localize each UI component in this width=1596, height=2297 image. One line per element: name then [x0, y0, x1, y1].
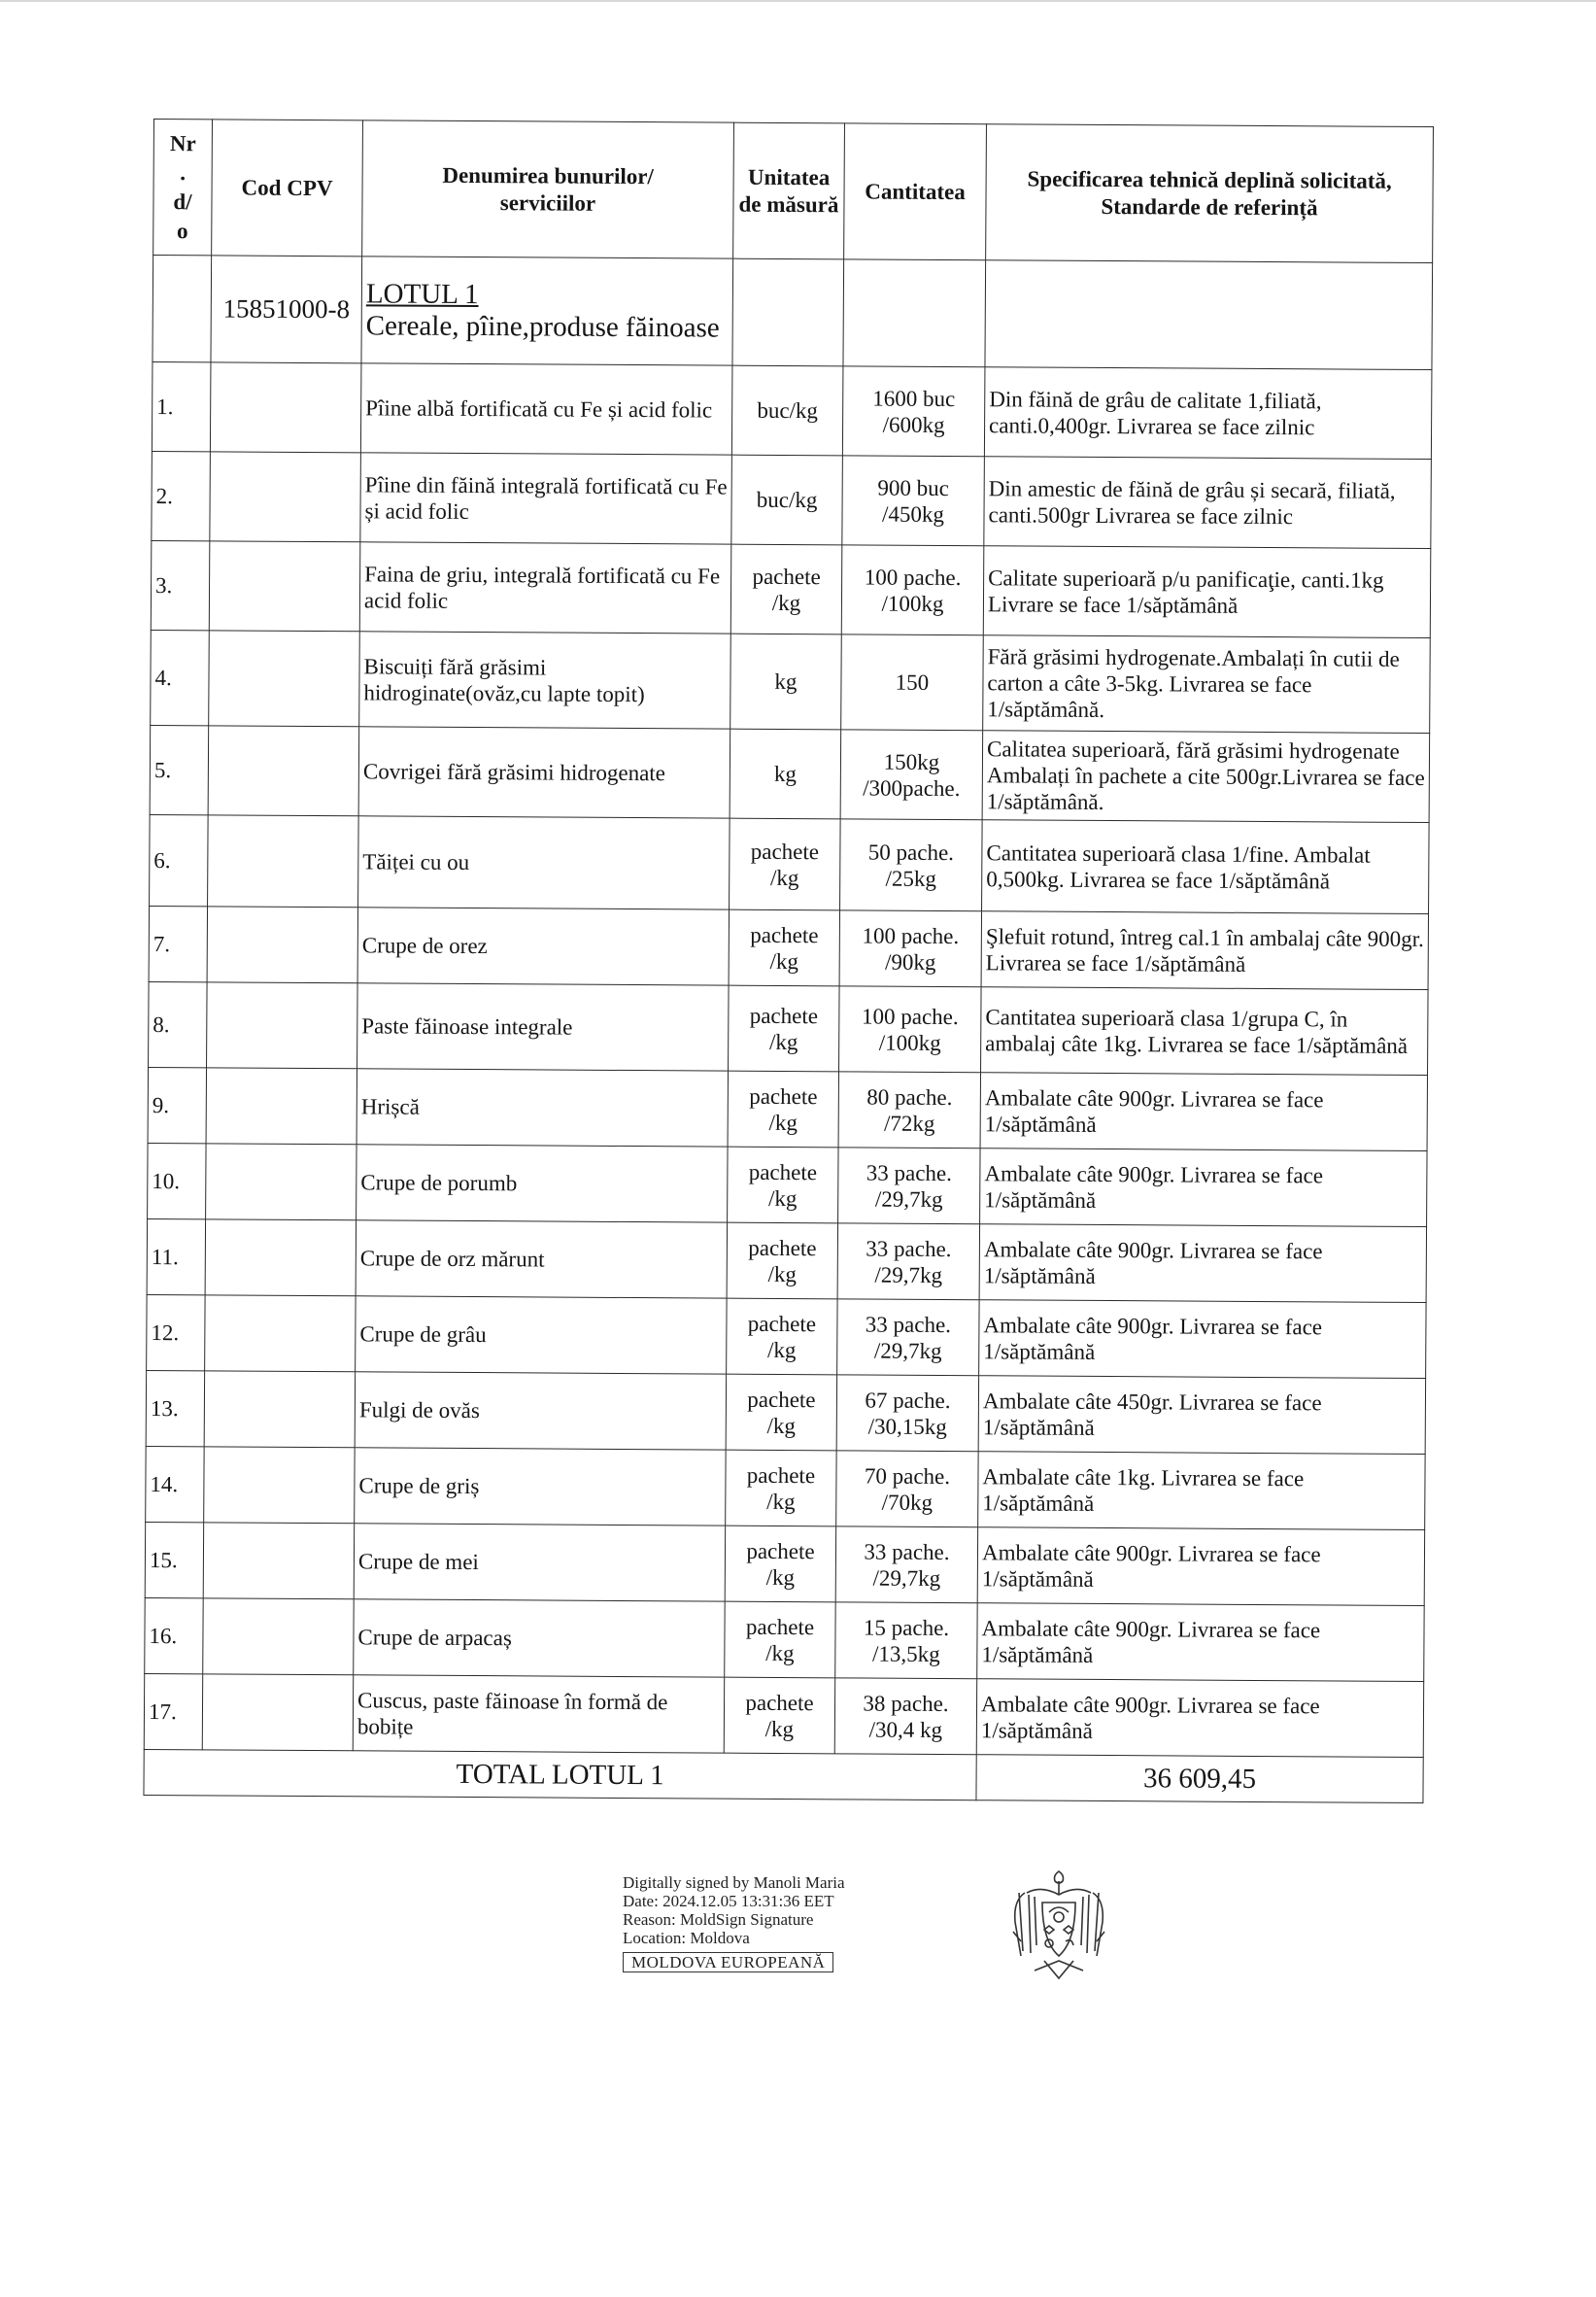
table-row: [148, 1067, 1427, 1150]
row-cpv: [203, 1523, 354, 1599]
row-nr: 11.: [147, 1218, 205, 1294]
row-nr: 4.: [151, 630, 210, 725]
row-cpv: [206, 1144, 357, 1220]
header-cpv: Cod CPV: [212, 120, 363, 257]
row-unit: pachete /kg: [727, 1298, 837, 1375]
row-spec: Cantitatea superioară clasa 1/fine. Ambalat 0,500kg. Livrarea se face 1/săptămână: [982, 820, 1430, 914]
table-row: [151, 540, 1431, 637]
row-name: Faina de griu, integrală fortificată cu Fe acid folic: [359, 542, 731, 634]
row-spec: Ambalate câte 900gr. Livrarea se face 1/săptămână: [979, 1224, 1426, 1303]
header-spec: Specificarea tehnică deplină solicitată, Standarde de referință: [986, 124, 1434, 263]
row-qty: 150: [841, 634, 984, 731]
row-qty: 100 pache. /100kg: [841, 545, 984, 635]
table-row: [151, 630, 1431, 733]
row-spec: Din făină de grâu de calitate 1,filiată, canti.0,400gr. Livrarea se face zilnic: [984, 367, 1432, 460]
row-qty: 150kg /300pache.: [840, 730, 983, 820]
table-row: [148, 1143, 1427, 1226]
row-cpv: [207, 907, 357, 983]
row-nr: 9.: [148, 1067, 206, 1143]
row-cpv: [205, 1295, 356, 1372]
header-unit: Unitatea de măsură: [733, 122, 845, 259]
row-name: Pîine din făină integrală fortificată cu Fe și acid folic: [360, 453, 732, 544]
signature-stamp: MOLDOVA EUROPEANĂ: [623, 1952, 833, 1972]
row-name: Cuscus, paste făinoase în formă de bobițe: [353, 1675, 724, 1753]
row-nr: 8.: [149, 981, 208, 1067]
row-nr: 15.: [145, 1522, 203, 1597]
row-nr: 14.: [146, 1446, 204, 1522]
row-spec: Şlefuit rotund, întreg cal.1 în ambalaj câte 900gr. Livrarea se face 1/săptămână: [981, 911, 1428, 990]
row-spec: Ambalate câte 1kg. Livrarea se face 1/săptămână: [978, 1452, 1425, 1530]
row-name: Crupe de griș: [355, 1448, 726, 1526]
row-nr: 2.: [152, 451, 211, 540]
row-unit: pachete /kg: [730, 544, 842, 634]
row-qty: 33 pache. /29,7kg: [835, 1526, 977, 1603]
table-row: [144, 1673, 1423, 1757]
signature-date: Date: 2024.12.05 13:31:36 EET: [623, 1892, 834, 1910]
table-row: [147, 1218, 1426, 1302]
row-nr: 10.: [148, 1143, 206, 1218]
total-label: TOTAL LOTUL 1: [144, 1749, 976, 1800]
lot-title: LOTUL 1: [365, 277, 479, 310]
row-qty: 70 pache. /70kg: [836, 1451, 978, 1527]
lot-subtitle: Cereale, pîine,produse făinoase: [365, 309, 720, 344]
table-row: [145, 1522, 1424, 1605]
header-name: Denumirea bunurilor/ serviciilor: [362, 120, 734, 258]
header-row: [153, 120, 1434, 263]
row-spec: Fără grăsimi hydrogenate.Ambalați în cutii de carton a câte 3-5kg. Livrarea se face 1/săptămână.: [983, 635, 1431, 734]
specification-table: [143, 119, 1434, 1803]
row-name: Crupe de grâu: [356, 1296, 727, 1374]
total-value: 36 609,45: [976, 1755, 1423, 1803]
lot-row: [153, 256, 1433, 370]
row-cpv: [210, 452, 361, 542]
row-cpv: [208, 815, 359, 908]
row-qty: 67 pache. /30,15kg: [836, 1375, 978, 1452]
row-name: Paste făinoase integrale: [357, 983, 730, 1071]
signature-reason: Reason: MoldSign Signature: [623, 1910, 814, 1929]
row-qty: 1600 buc /600kg: [842, 366, 985, 457]
table-row: [149, 906, 1428, 989]
row-nr: 1.: [152, 361, 211, 451]
lot-title-cell: [361, 257, 733, 365]
row-name: Crupe de orz mărunt: [356, 1220, 727, 1298]
row-nr: 13.: [146, 1370, 204, 1446]
row-name: Crupe de porumb: [357, 1145, 728, 1222]
row-qty: 900 buc /450kg: [842, 456, 985, 546]
header-nr: Nr . d/ o: [153, 120, 213, 256]
row-name: Biscuiți fără grăsimi hidroginate(ovăz,cu lapte topit): [359, 632, 731, 729]
row-spec: Ambalate câte 900gr. Livrarea se face 1/săptămână: [977, 1527, 1424, 1606]
row-spec: Ambalate câte 900gr. Livrarea se face 1/săptămână: [976, 1679, 1423, 1758]
row-cpv: [207, 982, 358, 1069]
row-unit: pachete /kg: [728, 1147, 838, 1223]
row-cpv: [203, 1598, 354, 1675]
row-nr: 6.: [150, 814, 209, 906]
signature-location: Location: Moldova: [623, 1929, 750, 1947]
row-name: Tăiței cu ou: [358, 816, 730, 909]
row-cpv: [204, 1371, 355, 1448]
row-unit: pachete /kg: [727, 1222, 837, 1299]
row-nr: 5.: [150, 725, 209, 814]
row-qty: 100 pache. /100kg: [839, 986, 982, 1073]
row-qty: 33 pache. /29,7kg: [837, 1223, 979, 1300]
row-cpv: [209, 541, 360, 632]
table-row: [146, 1446, 1425, 1529]
row-cpv: [202, 1674, 353, 1751]
row-spec: Cantitatea superioară clasa 1/grupa C, în ambalaj câte 1kg. Livrarea se face 1/săptămână: [981, 987, 1429, 1076]
table-row: [150, 725, 1430, 822]
row-spec: Ambalate câte 900gr. Livrarea se face 1/săptămână: [979, 1300, 1426, 1379]
row-unit: pachete /kg: [726, 1450, 836, 1526]
table-row: [150, 814, 1430, 913]
signature-signer: Digitally signed by Manoli Maria: [623, 1873, 845, 1892]
table-row: [147, 1294, 1426, 1378]
row-unit: kg: [730, 729, 841, 819]
row-spec: Ambalate câte 450gr. Livrarea se face 1/săptămână: [978, 1376, 1425, 1455]
row-qty: 15 pache. /13,5kg: [835, 1602, 977, 1679]
row-spec: Ambalate câte 900gr. Livrarea se face 1/săptămână: [980, 1148, 1427, 1227]
row-qty: 38 pache. /30,4 kg: [834, 1678, 976, 1755]
row-unit: pachete /kg: [724, 1677, 834, 1754]
row-cpv: [210, 362, 361, 453]
row-unit: pachete /kg: [729, 909, 839, 986]
row-nr: 7.: [149, 906, 207, 981]
moldova-coat-of-arms-icon: [1005, 1864, 1112, 1985]
row-nr: 3.: [151, 540, 210, 630]
row-unit: buc/kg: [731, 365, 843, 456]
row-name: Crupe de arpacaș: [354, 1599, 725, 1677]
row-unit: kg: [730, 634, 842, 730]
table-row: [152, 361, 1432, 459]
row-cpv: [208, 726, 359, 816]
row-nr: 17.: [144, 1673, 202, 1749]
row-name: Crupe de orez: [357, 908, 729, 985]
table-row: [146, 1370, 1425, 1454]
row-name: Fulgi de ovăs: [355, 1372, 726, 1450]
digital-signature-block: [623, 1873, 845, 1972]
table-row: [145, 1597, 1424, 1681]
table-row: [152, 451, 1432, 548]
row-unit: pachete /kg: [728, 1071, 838, 1148]
row-nr: 12.: [147, 1294, 205, 1370]
row-unit: buc/kg: [731, 455, 843, 545]
row-unit: pachete /kg: [725, 1526, 835, 1602]
total-row: [144, 1749, 1423, 1802]
row-qty: 33 pache. /29,7kg: [837, 1299, 979, 1376]
page-edge: [0, 0, 1596, 2]
row-qty: 33 pache. /29,7kg: [838, 1148, 980, 1224]
row-qty: 50 pache. /25kg: [840, 819, 983, 911]
row-qty: 100 pache. /90kg: [839, 910, 981, 987]
row-unit: pachete /kg: [730, 818, 841, 910]
row-name: Covrigei fără grăsimi hidrogenate: [358, 727, 730, 818]
row-name: Crupe de mei: [354, 1524, 725, 1601]
row-cpv: [209, 631, 360, 727]
row-nr: 16.: [145, 1597, 203, 1673]
row-spec: Ambalate câte 900gr. Livrarea se face 1/săptămână: [977, 1603, 1424, 1682]
row-spec: Calitatea superioară, fără grăsimi hydrogenate Ambalați în pachete a cite 500gr.Livrarea se face 1/săptămână.: [982, 731, 1430, 823]
row-name: Pîine albă fortificată cu Fe și acid folic: [360, 363, 732, 455]
row-spec: Ambalate câte 900gr. Livrarea se face 1/săptămână: [980, 1073, 1427, 1151]
row-unit: pachete /kg: [726, 1374, 836, 1451]
row-unit: pachete /kg: [725, 1601, 835, 1678]
row-cpv: [205, 1219, 356, 1296]
lot-cpv-code: 15851000-8: [211, 256, 362, 363]
row-spec: Din amestic de făină de grâu și secară, filiată, canti.500gr Livrarea se face zilnic: [984, 457, 1432, 549]
table-row: [149, 981, 1429, 1075]
row-unit: pachete /kg: [729, 985, 840, 1072]
row-cpv: [206, 1068, 357, 1145]
row-qty: 80 pache. /72kg: [838, 1072, 980, 1148]
row-spec: Calitate superioară p/u panificaţie, canti.1kg Livrare se face 1/săptămână: [983, 546, 1431, 638]
header-qty: Cantitatea: [844, 123, 987, 260]
row-name: Hrișcă: [357, 1069, 728, 1147]
row-cpv: [204, 1447, 355, 1524]
